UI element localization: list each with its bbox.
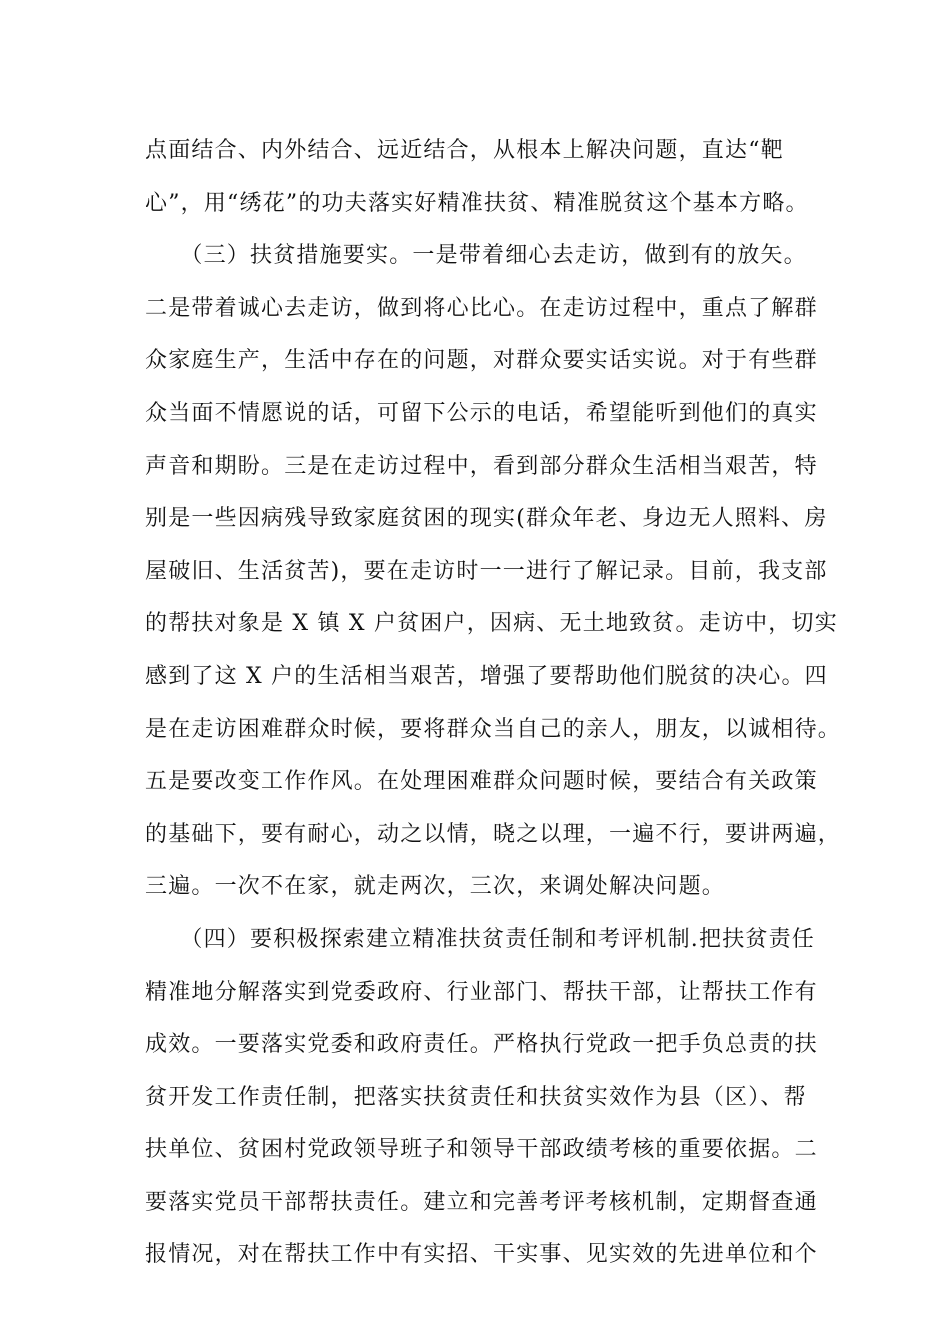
text-line: 五是要改变工作作风。在处理困难群众问题时候，要结合有关政策	[145, 769, 818, 795]
text-line: 点面结合、内外结合、远近结合，从根本上解决问题，直达“靶	[145, 138, 784, 163]
text-line: 别是一些因病残导致家庭贫困的现实(群众年老、身边无人照料、房	[145, 506, 828, 532]
text-line: （四）要积极探索建立精准扶贫责任制和考评机制.把扶贫责任	[145, 926, 815, 952]
text-line: 众家庭生产，生活中存在的问题，对群众要实话实说。对于有些群	[145, 348, 818, 374]
text-line: 屋破旧、生活贫苦)，要在走访时一一进行了解记录。目前，我支部	[145, 558, 828, 584]
body-text	[145, 128, 842, 1285]
text-line: 二是带着诚心去走访，做到将心比心。在走访过程中，重点了解群	[145, 295, 818, 321]
text-line: 是在走访困难群众时候，要将群众当自己的亲人，朋友，以诚相待。	[145, 716, 842, 742]
text-line: 感到了这 X 户的生活相当艰苦，增强了要帮助他们脱贫的决心。四	[145, 663, 828, 689]
text-line: 要落实党员干部帮扶责任。建立和完善考评考核机制，定期督查通	[145, 1189, 818, 1215]
text-line: （三）扶贫措施要实。一是带着细心去走访，做到有的放矢。	[145, 243, 807, 269]
text-line: 声音和期盼。三是在走访过程中，看到部分群众生活相当艰苦，特	[145, 453, 818, 479]
text-line: 的基础下，要有耐心，动之以情，晓之以理，一遍不行，要讲两遍，	[145, 821, 842, 847]
text-line: 三遍。一次不在家，就走两次，三次，来调处解决问题。	[145, 874, 726, 900]
text-line: 心”，用“绣花”的功夫落实好精准扶贫、精准脱贫这个基本方略。	[145, 190, 809, 216]
text-line: 成效。一要落实党委和政府责任。严格执行党政一把手负总责的扶	[145, 1032, 818, 1058]
text-line: 精准地分解落实到党委政府、行业部门、帮扶干部，让帮扶工作有	[145, 979, 818, 1005]
text-line: 众当面不情愿说的话，可留下公示的电话，希望能听到他们的真实	[145, 400, 818, 426]
text-line: 的帮扶对象是 X 镇 X 户贫困户，因病、无土地致贫。走访中，切实	[145, 611, 838, 637]
text-line: 扶单位、贫困村党政领导班子和领导干部政绩考核的重要依据。二	[145, 1137, 818, 1163]
text-line: 报情况，对在帮扶工作中有实招、干实事、见实效的先进单位和个	[145, 1242, 818, 1268]
text-line: 贫开发工作责任制，把落实扶贫责任和扶贫实效作为县（区）、帮	[145, 1084, 807, 1110]
